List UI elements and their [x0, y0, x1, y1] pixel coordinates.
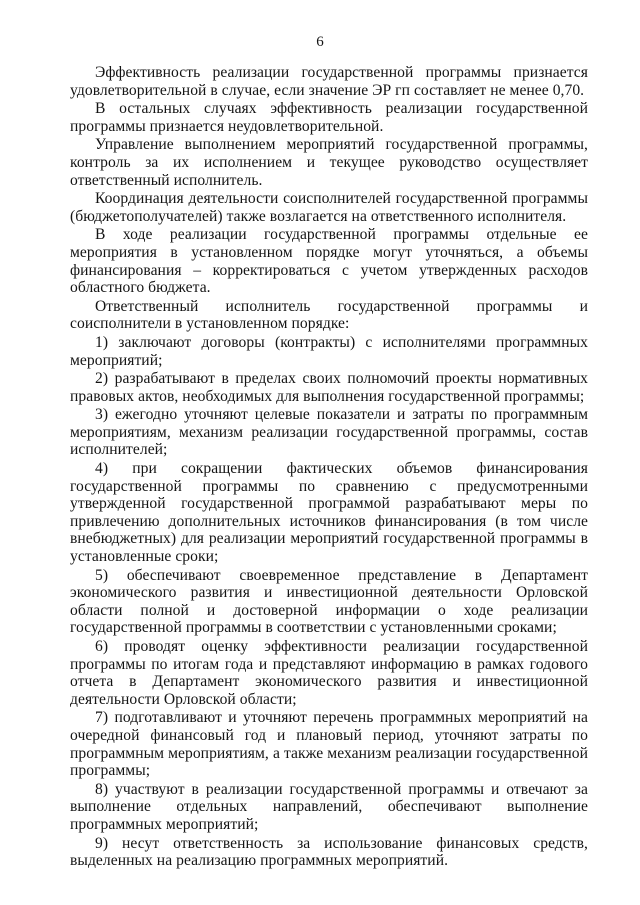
paragraph-coordination: Координация деятельности соисполнителей государственной программы (бюджетополучателей) также возлагается на ответственного исполнителя.: [70, 190, 588, 225]
paragraph-efficiency-unsatisfactory: В остальных случаях эффективность реализации государственной программы признается неудовлетворительной.: [70, 100, 588, 135]
paragraph-responsibilities-intro: Ответственный исполнитель государственной программы и соисполнители в установленном порядке:: [70, 297, 588, 333]
list-item-9: 9) несут ответственность за использование финансовых средств, выделенных на реализацию программных мероприятий.: [70, 834, 588, 870]
paragraph-management: Управление выполнением мероприятий государственной программы, контроль за их исполнением и текущее руководство осуществляет ответственный исполнитель.: [70, 136, 588, 189]
page-number: 6: [316, 34, 324, 50]
list-item-5: 5) обеспечивают своевременное представление в Департамент экономического развития и инвестиционной деятельности Орловской области полной и достоверной информации о ходе реализации государственной программы в соответствии с установленными сроками;: [70, 566, 588, 637]
paragraph-adjustments: В ходе реализации государственной программы отдельные ее мероприятия в установленном порядке могут уточняться, а объемы финансирования – корректироваться с учетом утвержденных расходов областного бюджета.: [70, 226, 588, 297]
list-item-8: 8) участвуют в реализации государственной программы и отвечают за выполнение отдельных направлений, обеспечивают выполнение программных мероприятий;: [70, 780, 588, 833]
list-item-2: 2) разрабатывают в пределах своих полномочий проекты нормативных правовых актов, необходимых для выполнения государственной программы;: [70, 370, 588, 405]
document-body: [70, 64, 588, 870]
list-item-3: 3) ежегодно уточняют целевые показатели и затраты по программным мероприятиям, механизм реализации государственной программы, состав исполнителей;: [70, 406, 588, 459]
list-item-4: 4) при сокращении фактических объемов финансирования государственной программы по сравнению с предусмотренными утвержденной государственной программой разрабатывают меры по привлечению дополнительных источников финансирования (в том числе внебюджетных) для реализации мероприятий государственной программы в установленные сроки;: [70, 460, 588, 566]
list-item-1: 1) заключают договоры (контракты) с исполнителями программных мероприятий;: [70, 333, 588, 369]
list-item-6: 6) проводят оценку эффективности реализации государственной программы по итогам года и представляют информацию в рамках годового отчета в Департамент экономического развития и инвестиционной деятельности Орловской области;: [70, 638, 588, 708]
paragraph-efficiency-satisfactory: Эффективность реализации государственной программы признается удовлетворительной в случае, если значение ЭР гп составляет не менее 0,70.: [70, 64, 588, 99]
list-item-7: 7) подготавливают и уточняют перечень программных мероприятий на очередной финансовый год и плановый период, уточняют затраты по программным мероприятиям, а также механизм реализации государственной программы;: [70, 709, 588, 780]
